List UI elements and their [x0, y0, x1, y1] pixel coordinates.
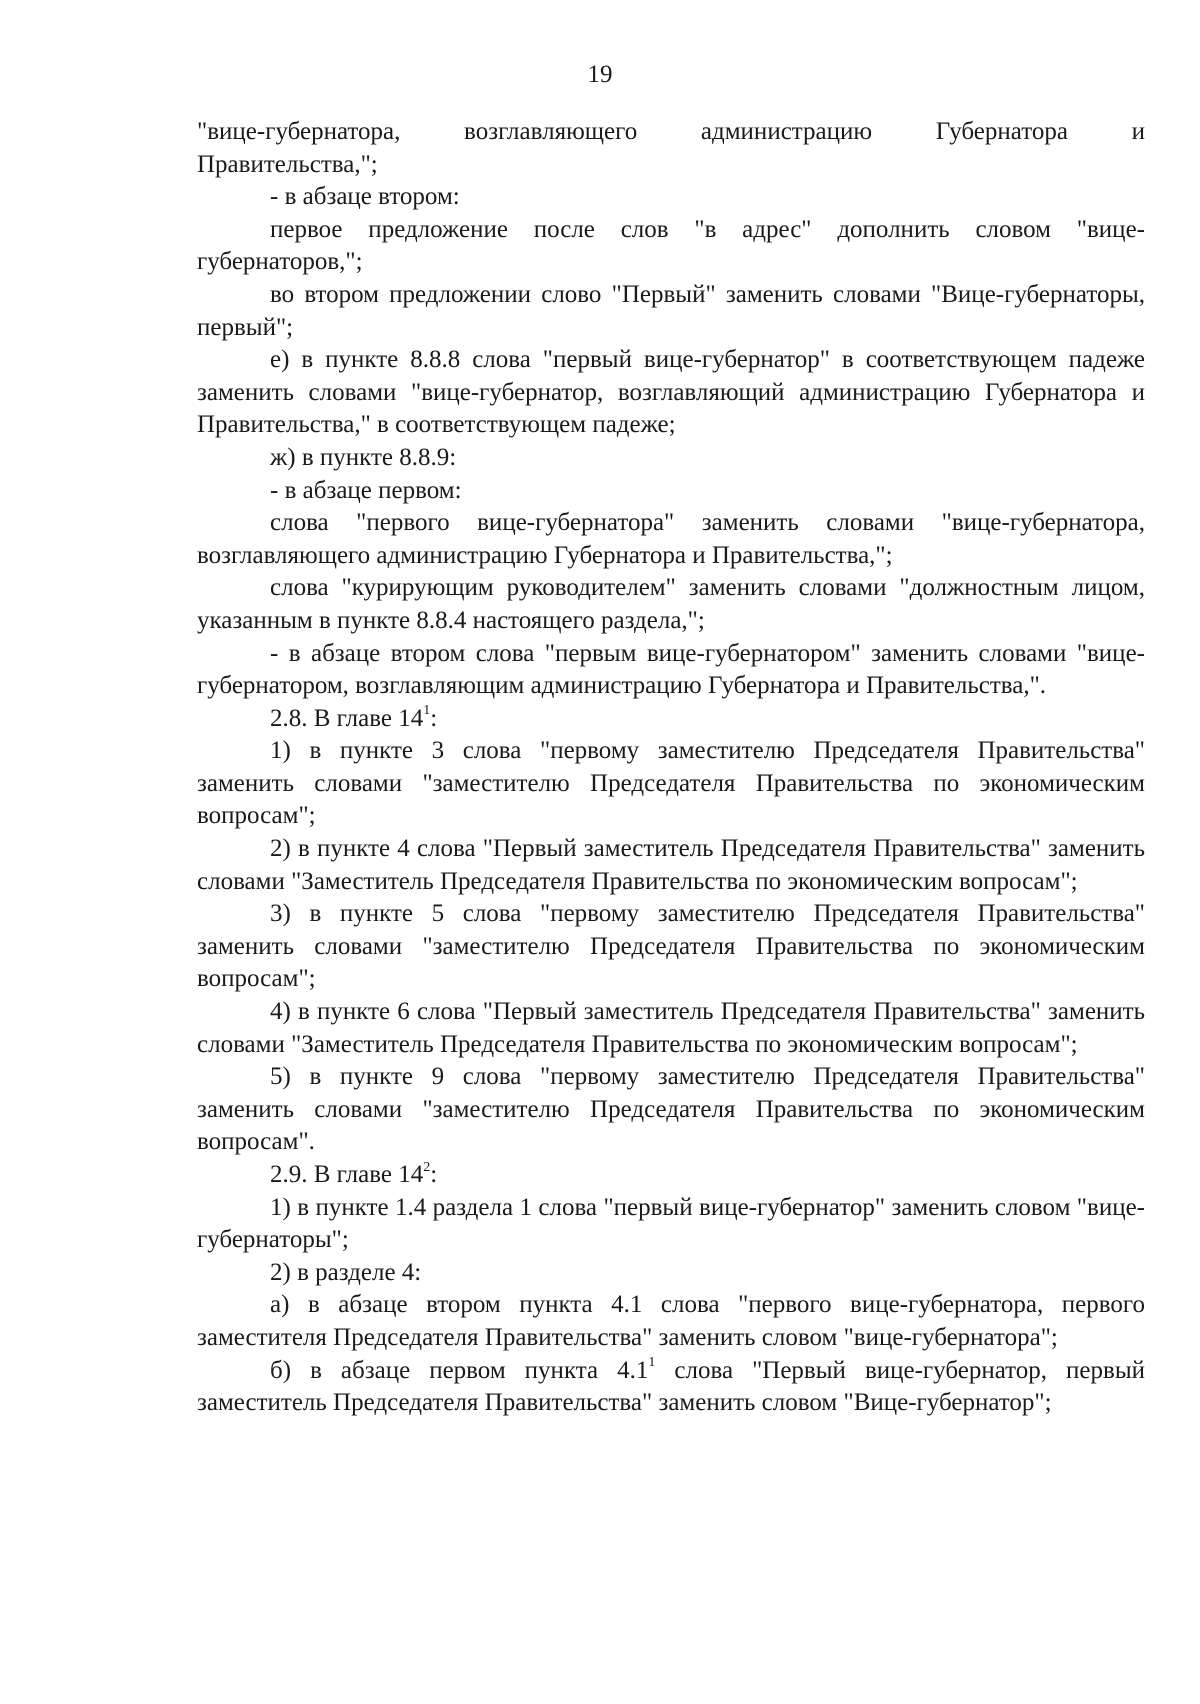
paragraph: слова "первого вице-губернатора" заменить словами "вице-губернатора, возглавляющего администрацию Губернатора и Правительства,";	[197, 509, 1145, 569]
paragraph: - в абзаце втором:	[270, 183, 460, 211]
paragraph: а) в абзаце втором пункта 4.1 слова "первого вице-губернатора, первого заместителя Председателя Правительства" заменить словом "вице-губернатора";	[197, 1291, 1145, 1351]
document-body	[197, 116, 1145, 1420]
paragraph: первое предложение после слов "в адрес" дополнить словом "вице-губернаторов,";	[197, 215, 1145, 276]
paragraph: 4) в пункте 6 слова "Первый заместитель Председателя Правительства" заменить словами "Заместитель Председателя Правительства по экономическим вопросам";	[197, 998, 1145, 1058]
heading-suffix: :	[430, 704, 438, 732]
paragraph-text: б) в абзаце первом пункта 4.1	[270, 1356, 649, 1384]
paragraph: во втором предложении слово "Первый" заменить словами "Вице-губернаторы, первый";	[197, 280, 1145, 341]
paragraph: 3) в пункте 5 слова "первому заместителю Председателя Правительства" заменить словами "заместителю Председателя Правительства по экономическим вопросам";	[197, 900, 1145, 993]
paragraph: "вице-губернатора, возглавляющего администрацию Губернатора и	[197, 118, 1145, 145]
paragraph: 2) в пункте 4 слова "Первый заместитель Председателя Правительства" заменить словами "Заместитель Председателя Правительства по экономическим вопросам";	[197, 835, 1145, 895]
paragraph: 1) в пункте 3 слова "первому заместителю Председателя Правительства" заменить словами "заместителю Председателя Правительства по экономическим вопросам";	[197, 737, 1145, 830]
paragraph: ж) в пункте 8.8.9:	[270, 443, 457, 471]
section-heading-2-9	[197, 1159, 1145, 1192]
paragraph: Правительства,";	[197, 150, 378, 178]
paragraph: е) в пункте 8.8.8 слова "первый вице-губернатор" в соответствующем падеже заменить словами "вице-губернатор, возглавляющий администрацию Губернатора и Правительства," в соответствующем падеже;	[197, 346, 1145, 439]
paragraph	[197, 1355, 1145, 1420]
superscript: 1	[423, 703, 431, 719]
paragraph: - в абзаце первом:	[270, 476, 462, 504]
paragraph: 5) в пункте 9 слова "первому заместителю Председателя Правительства" заменить словами "заместителю Председателя Правительства по экономическим вопросам".	[197, 1063, 1145, 1156]
paragraph: - в абзаце втором слова "первым вице-губернатором" заменить словами "вице-губернатором, возглавляющим администрацию Губернатора и Правительства,".	[197, 639, 1145, 700]
section-heading-2-8	[197, 703, 1145, 736]
heading-suffix: :	[430, 1161, 438, 1188]
paragraph: слова "курирующим руководителем" заменить словами "должностным лицом, указанным в пункте 8.8.4 настоящего раздела,";	[197, 574, 1145, 634]
paragraph: 2) в разделе 4:	[270, 1258, 422, 1286]
page-number: 19	[587, 61, 613, 88]
superscript: 2	[423, 1159, 431, 1175]
heading-text: 2.9. В главе 14	[270, 1161, 424, 1188]
paragraph-text: слова "Первый вице-губернатор, первый заместитель Председателя Правительства" заменить словом "Вице-губернатор";	[197, 1356, 1145, 1417]
heading-text: 2.8. В главе 14	[270, 704, 424, 732]
superscript: 1	[648, 1355, 656, 1371]
paragraph: 1) в пункте 1.4 раздела 1 слова "первый вице-губернатор" заменить словом "вице-губернаторы";	[197, 1193, 1145, 1254]
